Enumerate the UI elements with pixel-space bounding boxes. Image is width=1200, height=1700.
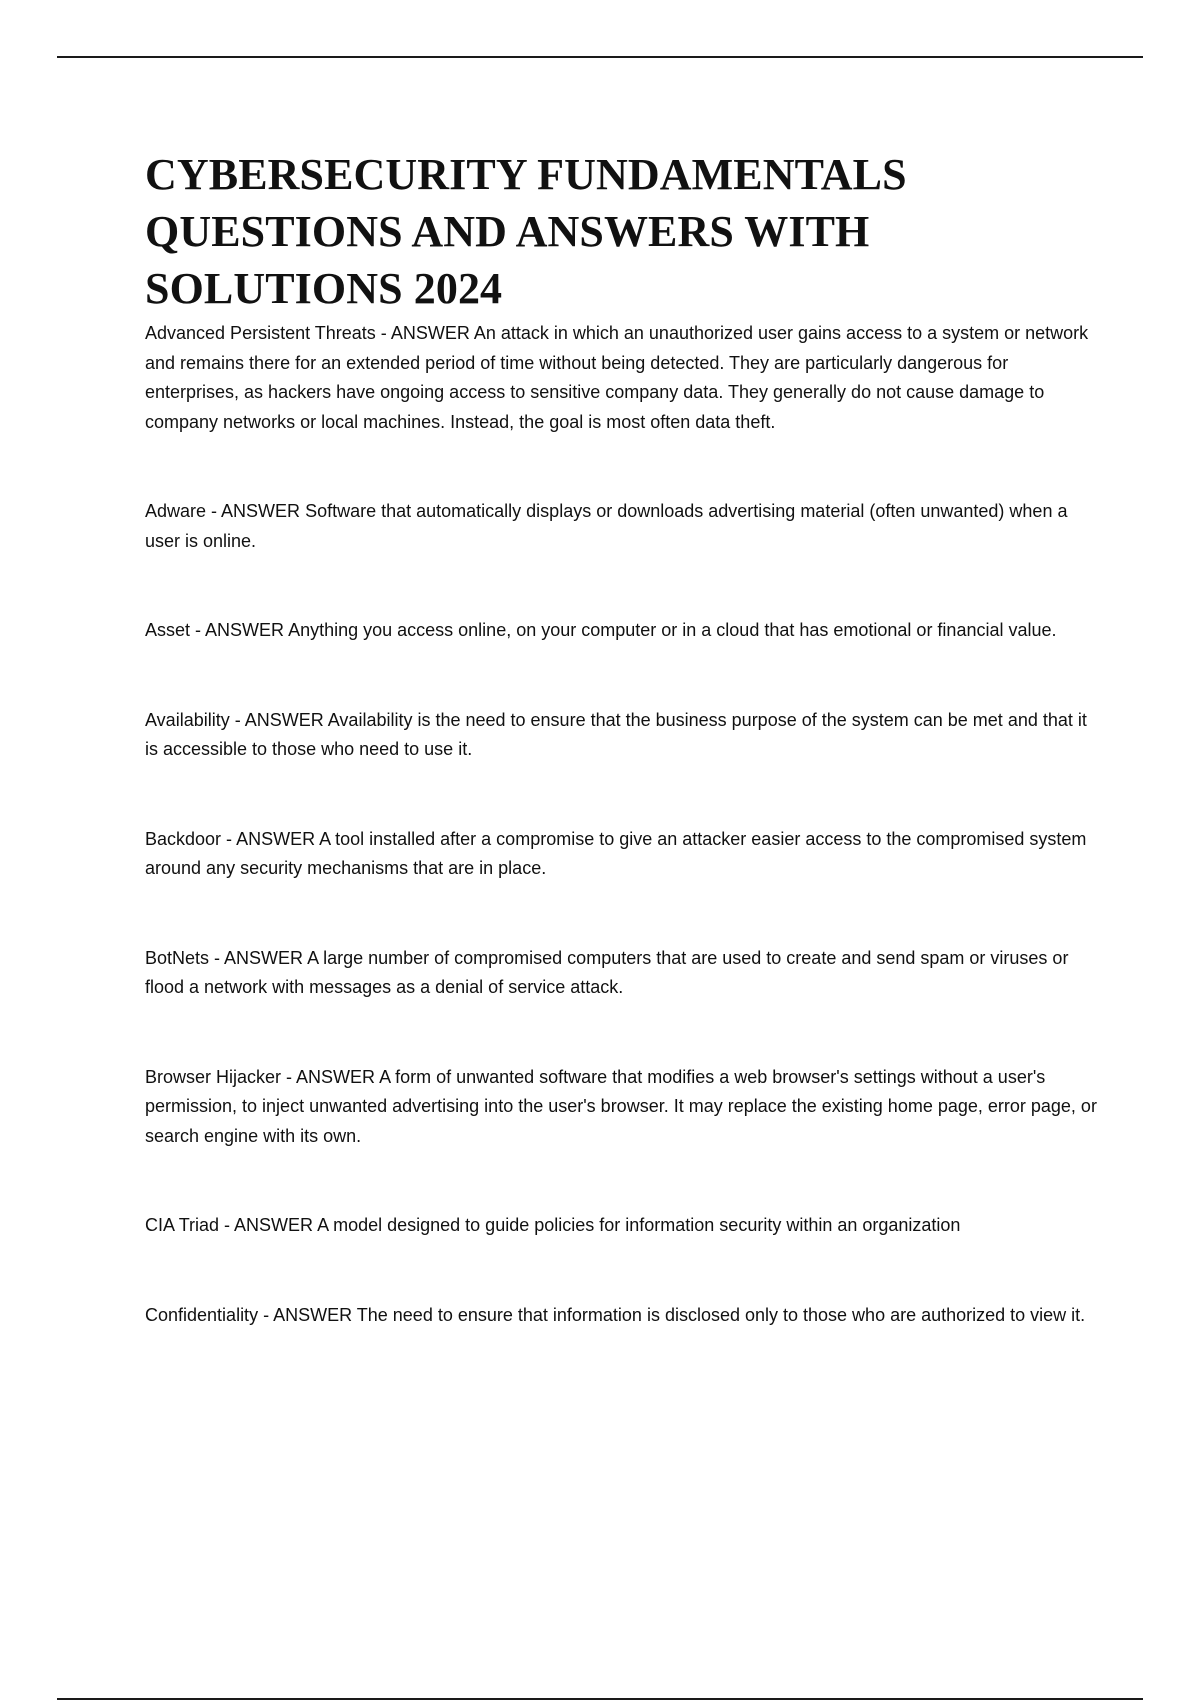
qa-entry-availability <box>145 706 1100 765</box>
answer-label: ANSWER <box>224 947 308 968</box>
entry-definition: An attack in which an unauthorized user gains access to a system or network and remains there for an extended period of time without being detected. They are particularly dangerous for enterprises, as hackers have ongoing access to sensitive company data. They generally do not cause damage to company networks or local machines. Instead, the goal is most often data theft. <box>145 323 1089 432</box>
entry-separator: - <box>206 501 222 521</box>
qa-entry-confidentiality <box>145 1301 1100 1331</box>
answer-label: ANSWER <box>205 620 289 640</box>
answer-label: ANSWER <box>234 1215 318 1235</box>
entry-term: Browser Hijacker <box>145 1066 282 1087</box>
document-title: CYBERSECURITY FUNDAMENTALS QUESTIONS AND ANSWERS WITH SOLUTIONS 2024 <box>145 150 907 313</box>
qa-entry-adware <box>145 497 1100 556</box>
entry-separator: - <box>229 709 245 730</box>
answer-label: ANSWER <box>221 501 306 521</box>
qa-entry-cia-triad <box>145 1211 1100 1241</box>
entry-definition: A tool installed after a compromise to give an attacker easier access to the compromised system around any security mechanisms that are in place. <box>145 828 1087 878</box>
answer-label: ANSWER <box>236 828 320 849</box>
qa-entry-browser-hijacker <box>145 1063 1100 1152</box>
entry-definition: Availability is the need to ensure that the business purpose of the system can be met and that it is accessible to those who need to use it. <box>145 709 1087 759</box>
entry-term: Confidentiality <box>145 1304 259 1325</box>
entry-definition: Software that automatically displays or downloads advertising material (often unwanted) when a user is online. <box>145 501 1068 551</box>
answer-label: ANSWER <box>296 1066 380 1087</box>
entry-separator: - <box>258 1304 274 1325</box>
entry-separator: - <box>375 323 391 343</box>
entry-term: Advanced Persistent Threats <box>145 323 376 343</box>
answer-label: ANSWER <box>273 1304 357 1325</box>
entry-definition: The need to ensure that information is disclosed only to those who are authorized to view it. <box>356 1304 1086 1325</box>
qa-entry-advanced-persistent-threats <box>145 319 1100 437</box>
entry-definition: A large number of compromised computers that are used to create and send spam or viruses or flood a network with messages as a denial of service attack. <box>145 947 1069 997</box>
entry-term: Adware <box>145 501 207 521</box>
qa-entry-backdoor <box>145 825 1100 884</box>
entry-separator: - <box>221 828 237 849</box>
entry-term: Availability <box>145 709 230 730</box>
document-body <box>145 146 1100 1330</box>
entry-term: BotNets <box>145 947 210 968</box>
answer-label: ANSWER <box>390 323 474 343</box>
entry-separator: - <box>219 1215 235 1235</box>
qa-entry-asset <box>145 616 1100 646</box>
top-rule <box>57 56 1143 58</box>
entry-separator: - <box>190 620 206 640</box>
entry-definition: A form of unwanted software that modifies a web browser's settings without a user's permission, to inject unwanted advertising into the user's browser. It may replace the existing home page, error page, or search engine with its own. <box>145 1066 1097 1146</box>
entry-separator: - <box>281 1066 297 1087</box>
entry-term: CIA Triad <box>145 1215 220 1235</box>
entry-definition: A model designed to guide policies for information security within an organization <box>317 1215 961 1235</box>
qa-entry-botnets <box>145 944 1100 1003</box>
entry-definition: Anything you access online, on your computer or in a cloud that has emotional or financial value. <box>288 620 1057 640</box>
entry-term: Backdoor <box>145 828 222 849</box>
answer-label: ANSWER <box>244 709 328 730</box>
qa-list <box>145 319 1100 1330</box>
entry-separator: - <box>209 947 225 968</box>
entry-term: Asset <box>145 620 191 640</box>
